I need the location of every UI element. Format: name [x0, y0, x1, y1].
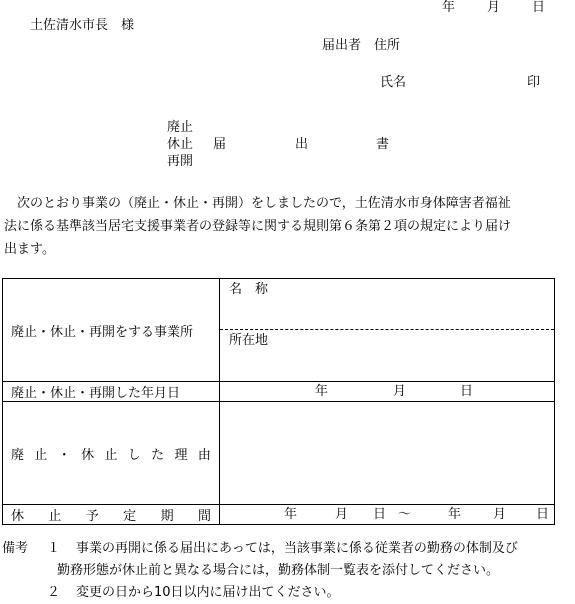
remark-1-text-1: 事業の再開に係る届出にあっては，当該事業に係る従業者の勤務の体制及び: [76, 541, 518, 556]
reason-label-char: 廃: [11, 447, 25, 463]
period-label-char: 期: [160, 509, 174, 524]
title-option-abolish: 廃止: [167, 120, 194, 135]
reason-label-char: ・: [57, 447, 71, 463]
title-word-sho: 書: [376, 137, 390, 152]
date-cell-month: 月: [393, 384, 407, 399]
addressee: 土佐清水市長 様: [30, 18, 135, 33]
dashed-divider: [220, 329, 554, 330]
table-row-date: [3, 382, 555, 402]
remark-1-line-2: [2, 560, 500, 582]
date-cell-day: 日: [460, 384, 474, 399]
row-facility-label: 廃止・休止・再開をする事業所: [3, 279, 220, 382]
reason-cell[interactable]: [220, 402, 555, 505]
period-label-char: 止: [48, 509, 62, 524]
title-option-suspend: 休止: [167, 137, 194, 152]
period-start-day: 日: [373, 507, 387, 522]
remark-2-line: [2, 582, 340, 604]
reason-label-char: し: [127, 447, 141, 463]
reason-label-char: 止: [104, 447, 118, 463]
body-line-1: 次のとおり事業の（廃止・休止・再開）をしましたので，土佐清水市身体障害者福祉: [4, 196, 511, 211]
period-label-char: 間: [197, 509, 211, 524]
title-word-de: 出: [295, 137, 309, 152]
period-end-year: 年: [448, 507, 462, 522]
period-label-char: 定: [123, 509, 137, 524]
notification-table: [2, 278, 555, 525]
reason-label-char: 休: [81, 447, 95, 463]
body-line-2: 法に係る基準該当居宅支援事業者の登録等に関する規則第６条第２項の規定により届け: [4, 219, 512, 234]
remark-1-text-2: 勤務形態が休止前と異なる場合には，勤務体制一覧表を添付してください。: [57, 563, 500, 578]
document-title: [167, 119, 397, 170]
date-cell-year: 年: [315, 384, 329, 399]
period-tilde: ～: [398, 507, 412, 522]
date-day: 日: [532, 0, 546, 15]
table-row-reason: [3, 402, 555, 505]
period-start-month: 月: [335, 507, 349, 522]
facility-address-label: 所在地: [229, 333, 269, 348]
facility-name-label: 名 称: [229, 282, 269, 297]
remarks-heading: 備考: [2, 541, 29, 556]
title-word-todoke: 届: [213, 137, 227, 152]
table-row-period: [3, 505, 555, 525]
body-paragraph: [4, 192, 572, 261]
period-label-char: 予: [85, 509, 99, 524]
reason-label-char: た: [151, 447, 165, 463]
remark-1-line-1: [2, 538, 518, 560]
seal-label: 印: [527, 75, 541, 90]
table-row-facility: [3, 279, 555, 382]
title-option-resume: 再開: [167, 154, 194, 169]
period-end-month: 月: [493, 507, 507, 522]
title-main-line: [167, 136, 397, 153]
reason-label-char: 理: [174, 447, 188, 463]
remark-2-number: ２: [47, 585, 61, 600]
row-reason-label: [3, 402, 220, 505]
date-month: 月: [487, 0, 501, 15]
period-cell[interactable]: [220, 505, 555, 525]
body-line-3: 出ます。: [4, 242, 55, 257]
period-end-day: 日: [536, 507, 550, 522]
reason-label-char: 止: [34, 447, 48, 463]
date-year: 年: [442, 0, 456, 15]
applicant-name-label: 氏名: [380, 75, 407, 90]
remarks: [2, 538, 518, 604]
reason-label-char: 由: [197, 447, 211, 463]
facility-cell[interactable]: [220, 279, 555, 382]
row-date-label: 廃止・休止・再開した年月日: [3, 382, 220, 402]
row-period-label: [3, 505, 220, 525]
date-cell[interactable]: [220, 382, 555, 402]
period-label-char: 休: [11, 509, 25, 524]
reason-label-chars: [3, 444, 219, 463]
period-start-year: 年: [284, 507, 298, 522]
remark-2-text: 変更の日から10日以内に届け出てください。: [76, 585, 340, 600]
remark-1-number: １: [47, 541, 61, 556]
applicant-address-label: 届出者 住所: [322, 38, 401, 53]
period-label-chars: [3, 505, 219, 524]
